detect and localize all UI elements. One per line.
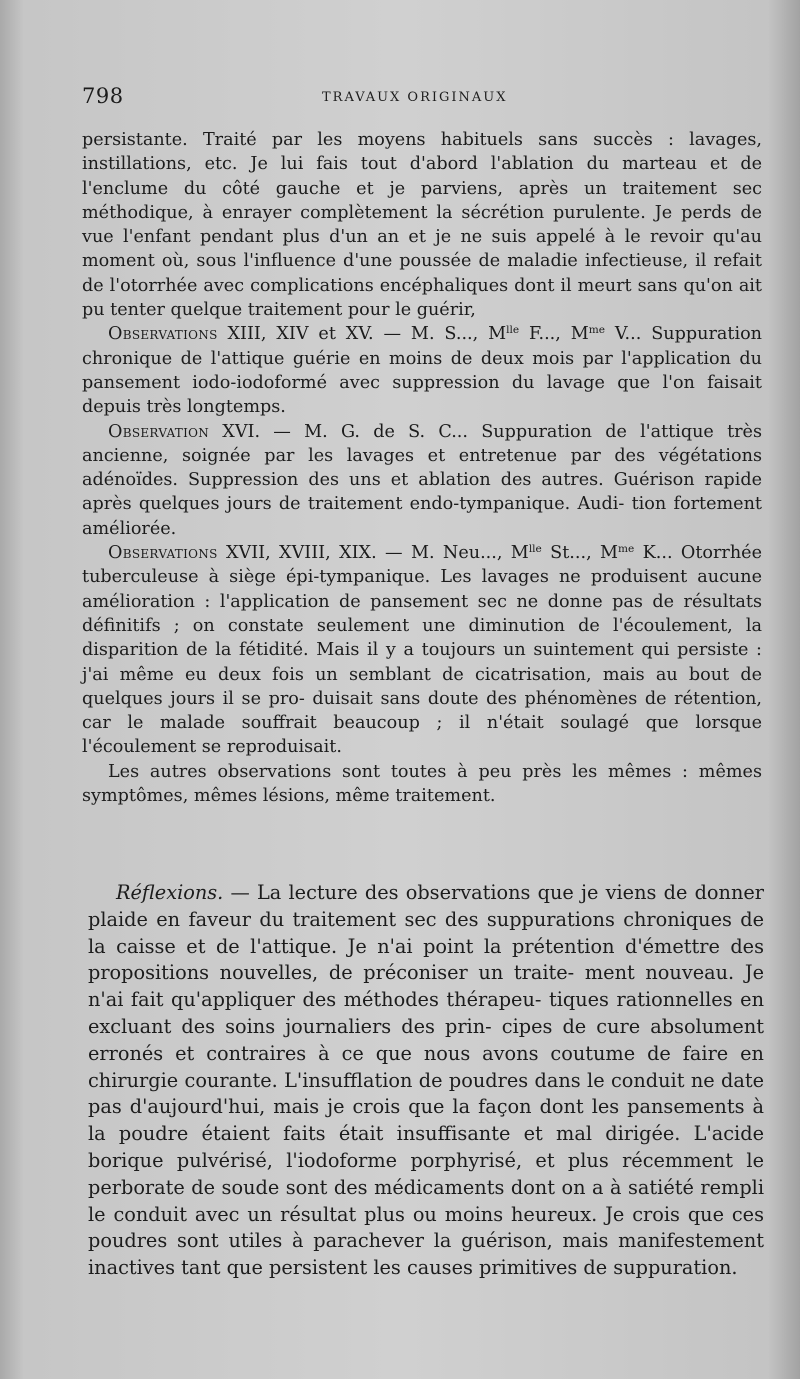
observation-17-19: Observations XVII, XVIII, XIX. — M. Neu..., $M^{lle}$ St..., $M^{me}$ K... Otorrhée tuberculeuse à siège épi-tympanique. Les lavages ne produisent aucune amélioration : l'application de pansement sec ne donne pas de résultats définitifs ; on constate seulement une diminution de l'écoulement, la disparition de la fétidité. Mais il y a toujours un suintement qui persiste : j'ai même eu deux fois un semblant de cicatrisation, mais au bout de quelques jours il se pro- duisait sans doute des phénomènes de rétention, car le malade souffrait beaucoup ; il n'était soulagé que lorsque l'écoulement se reproduisait. [82,543,763,758]
observation-label: Observation [108,421,210,442]
reflexions-section [88,880,764,1282]
paragraph-continuation: persistante. Traité par les moyens habituels sans succès : lavages, instillations, etc. Je lui fais tout d'abord l'ablation du marteau et de l'enclume du côté gauche et je parviens, après un traitement sec méthodique, à enrayer complètement la sécrétion purulente. Je perds de vue l'enfant pendant plus d'un an et je ne suis appelé à le revoir qu'au moment où, sous l'influence d'une poussée de maladie infectieuse, il refait de l'otorrhée avec complications encéphaliques dont il meurt sans qu'on ait pu tenter quelque traitement pour le guérir, [82,130,763,321]
reflexions-paragraph: Réflexions. — La lecture des observations que je viens de donner plaide en faveur du traitement sec des suppurations chroniques de la caisse et de l'attique. Je n'ai point la prétention d'émettre des propositions nouvelles, de préconiser un traite- ment nouveau. Je n'ai fait qu'appliquer des méthodes thérapeu- tiques rationnelles en excluant des soins journaliers des prin- cipes de cure absolument erronés et contraires à ce que nous avons coutume de faire en chirurgie courante. L'insufflation de poudres dans le conduit ne date pas d'aujourd'hui, mais je crois que la façon dont les pansements à la poudre étaient faits était insuffisante et mal dirigée. L'acide borique pulvérisé, l'iodoforme porphyrisé, et plus récemment le perborate de soude sont des médicaments dont on a à satiété rempli le conduit avec un résultat plus ou moins heureux. Je crois que ces poudres sont utiles à parachever la guérison, mais manifestement inactives tant que persistent les causes primitives de suppuration. [88,881,765,1280]
page-header [82,84,756,114]
observation-16: Observation XVI. — M. G. de S. C... Suppuration de l'attique très ancienne, soignée par les lavages et entretenue par des végétations adénoïdes. Suppression des uns et ablation des autres. Guérison rapide après quelques jours de traitement endo-tympanique. Audi- tion fortement améliorée. [82,421,762,539]
observations-section [82,128,762,808]
other-observations-paragraph: Les autres observations sont toutes à peu près les mêmes : mêmes symptômes, mêmes lésions, même traitement. [82,761,762,807]
reflexions-heading: Réflexions. [116,881,224,904]
observation-label: Observations [108,543,218,564]
observation-13-15: Observations XIII, XIV et XV. — M. S..., $M^{lle}$ F..., $M^{me}$ V... Suppuration chronique de l'attique guérie en moins de deux mois par l'application du pansement iodo-iodoformé avec suppression du lavage que l'on faisait depuis très longtemps. [82,324,763,418]
observation-label: Observations [108,324,218,345]
running-title: TRAVAUX ORIGINAUX [322,90,508,105]
page-number: 798 [82,84,124,108]
